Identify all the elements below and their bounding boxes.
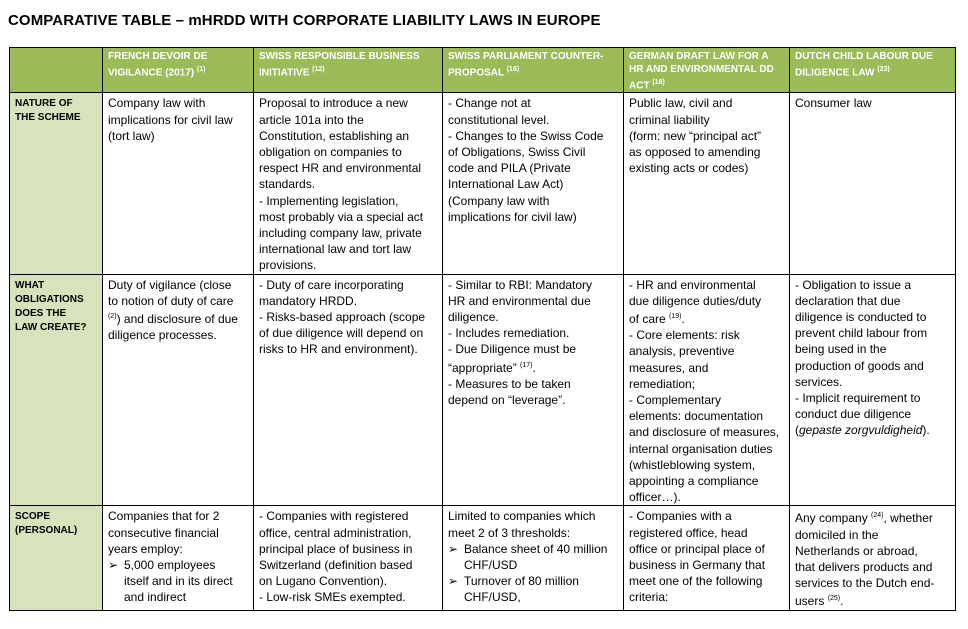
cell-dutch (790, 274, 956, 506)
row-label-line: (PERSONAL) (15, 525, 78, 537)
cell-line: declaration that due (795, 293, 901, 308)
cell-line: Proposal to introduce a new (259, 96, 408, 111)
cell-swiss-rbi (254, 93, 443, 274)
cell-line: CHF/USD (464, 558, 518, 573)
col-header-line: SWISS PARLIAMENT COUNTER- (448, 51, 604, 62)
corner-cell (10, 48, 103, 93)
cell-french (103, 506, 254, 610)
footnote-ref: (16) (506, 66, 520, 73)
cell-german (624, 274, 790, 506)
cell-line: respect HR and environmental (259, 161, 422, 176)
cell-line: code and PILA (Private (448, 161, 571, 176)
cell-line: domiciled in the (795, 527, 879, 542)
col-header-french (103, 48, 254, 93)
cell-line: - HR and environmental (629, 277, 756, 292)
col-header-line: FRENCH DEVOIR DE (108, 51, 208, 62)
cell-line: office, central administration, (259, 525, 412, 540)
cell-line: conduct due diligence (795, 407, 912, 422)
cell-line: of care $^{(19)}$. (629, 311, 685, 326)
cell-line: provisions. (259, 258, 317, 273)
cell-line: Company law with (108, 96, 206, 111)
cell-line: measures, and (629, 360, 709, 375)
cell-line: - Obligation to issue a (795, 277, 912, 292)
row-label-line: OBLIGATIONS (15, 293, 84, 305)
cell-line: Constitution, establishing an (259, 128, 410, 143)
cell-line: - Change not at (448, 96, 531, 111)
cell-line: registered office, head (629, 525, 748, 540)
cell-line: - Similar to RBI: Mandatory (448, 277, 593, 292)
cell-line: “appropriate” $^{(17)}$. (448, 360, 536, 375)
cell-line: - Companies with a (629, 509, 732, 524)
cell-swiss-counter (443, 506, 624, 610)
col-header-line: INITIATIVE (259, 67, 313, 79)
cell-german (624, 93, 790, 274)
cell-line: prevent child labour from (795, 326, 928, 341)
row-label (10, 93, 103, 274)
cell-line: implications for civil law (108, 112, 233, 127)
cell-line: years employ: (108, 541, 183, 556)
col-header-line: GERMAN DRAFT LAW FOR A (629, 51, 769, 62)
cell-line: office or principal place of (629, 541, 765, 556)
cell-line: - Implicit requirement to (795, 390, 921, 405)
cell-line: diligence processes. (108, 328, 217, 343)
row-label-line: SCOPE (15, 511, 51, 523)
cell-line: CHF/USD, (464, 590, 521, 605)
col-header-line: PROPOSAL (448, 67, 507, 79)
cell-german (624, 506, 790, 610)
cell-line: International Law Act) (448, 177, 564, 192)
cell-line: and indirect (124, 590, 187, 605)
row-obligations (10, 274, 956, 506)
cell-line: - Implementing legislation, (259, 193, 399, 208)
row-label-line: LAW CREATE? (15, 321, 87, 333)
cell-line: that delivers products and (795, 560, 933, 575)
cell-line: Duty of vigilance (close (108, 277, 232, 292)
arrow-bullet-icon: ➢ (108, 558, 119, 573)
cell-line: - Measures to be taken (448, 376, 571, 391)
cell-swiss-rbi (254, 506, 443, 610)
col-header-dutch (790, 48, 956, 93)
cell-line: - Due Diligence must be (448, 342, 577, 357)
cell-french (103, 274, 254, 506)
cell-line: on Lugano Convention). (259, 574, 388, 589)
cell-line: diligence. (448, 309, 499, 324)
cell-line: being used in the (795, 342, 887, 357)
cell-line: production of goods and (795, 358, 924, 373)
cell-line: consecutive financial (108, 525, 219, 540)
cell-line: services. (795, 374, 843, 389)
cell-line: diligence is conducted to (795, 309, 927, 324)
page-title: COMPARATIVE TABLE – mHRDD WITH CORPORATE LIABILITY LAWS IN EUROPE (8, 12, 601, 29)
cell-line: - Duty of care incorporating (259, 277, 404, 292)
cell-dutch (790, 93, 956, 274)
cell-line: article 101a into the (259, 112, 364, 127)
cell-line: - Risks-based approach (scope (259, 309, 426, 324)
cell-line: ➢ 5,000 employees (108, 558, 216, 573)
cell-line: risks to HR and environment). (259, 342, 418, 357)
cell-french (103, 93, 254, 274)
row-label (10, 506, 103, 610)
cell-line: including company law, private (259, 225, 422, 240)
footnote-ref: (24) (871, 512, 884, 520)
cell-line: appointing a compliance (629, 474, 759, 488)
cell-line: Netherlands or abroad, (795, 543, 918, 558)
cell-line: $^{(2)}$) and disclosure of due (108, 311, 238, 326)
cell-line: obligation on companies to (259, 144, 402, 159)
cell-line: of Obligations, Swiss Civil (448, 144, 586, 159)
cell-swiss-counter (443, 274, 624, 506)
cell-line: Switzerland (definition based (259, 558, 413, 573)
cell-line: depend on “leverage”. (448, 392, 566, 407)
col-header-line: VIGILANCE (2017) (108, 67, 197, 79)
row-nature-of-scheme (10, 93, 956, 274)
cell-line: officer…). (629, 490, 681, 505)
cell-line: (form: new “principal act” (629, 128, 762, 143)
cell-line: constitutional level. (448, 112, 550, 127)
cell-line: users $^{(25)}$. (795, 594, 844, 609)
cell-line: mandatory HRDD. (259, 293, 358, 308)
cell-line: Limited to companies which (448, 509, 596, 524)
arrow-bullet-icon: ➢ (448, 574, 459, 589)
cell-line: most probably via a special act (259, 209, 424, 224)
col-header-swiss-rbi (254, 48, 443, 93)
footnote-ref: (17) (520, 361, 533, 369)
row-label-line: NATURE OF (15, 98, 73, 110)
col-header-swiss-counter (443, 48, 624, 93)
cell-line: - Changes to the Swiss Code (448, 128, 604, 143)
cell-line: to notion of duty of care (108, 293, 234, 308)
footnote-ref: (12) (312, 66, 325, 73)
cell-line: ➢ Turnover of 80 million (448, 574, 579, 589)
cell-swiss-counter (443, 93, 624, 274)
cell-line: analysis, preventive (629, 344, 735, 359)
cell-swiss-rbi (254, 274, 443, 506)
cell-line: standards. (259, 177, 316, 192)
arrow-bullet-icon: ➢ (448, 541, 459, 556)
cell-line: and disclosure of measures, (629, 425, 780, 440)
row-label-line: WHAT (15, 279, 45, 291)
cell-line: Consumer law (795, 96, 872, 111)
cell-line: (whistleblowing system, (629, 457, 756, 472)
row-label-line: THE SCHEME (15, 112, 81, 124)
cell-line: criminal liability (629, 112, 710, 127)
footnote-ref: (19) (669, 312, 682, 320)
cell-line: principal place of business in (259, 541, 413, 556)
row-label-line: DOES THE (15, 307, 67, 319)
col-header-german (624, 48, 790, 93)
cell-line: HR and environmental due (448, 293, 591, 308)
cell-line: - Includes remediation. (448, 326, 570, 341)
row-scope-personal (10, 506, 956, 610)
footnote-ref: (1) (196, 66, 206, 73)
cell-line: ➢ Balance sheet of 40 million (448, 541, 608, 556)
cell-line: Companies that for 2 (108, 509, 220, 524)
col-header-line: SWISS RESPONSIBLE BUSINESS (259, 51, 420, 62)
cell-line: meet 2 of 3 thresholds: (448, 525, 571, 540)
cell-line: remediation; (629, 376, 696, 391)
col-header-line: DUTCH CHILD LABOUR DUE (795, 51, 933, 62)
cell-line: (Company law with (448, 193, 550, 208)
footnote-ref: (23) (877, 66, 890, 73)
cell-line: - Companies with registered (259, 509, 409, 524)
comparative-table (9, 47, 956, 611)
footnote-ref: (2) (108, 312, 117, 320)
cell-line: - Core elements: risk (629, 328, 740, 343)
cell-line: elements: documentation (629, 409, 764, 424)
cell-line: as opposed to amending (629, 144, 761, 159)
cell-line: Public law, civil and (629, 96, 733, 111)
col-header-line: DILIGENCE LAW (795, 67, 878, 79)
cell-line: meet one of the following (629, 574, 763, 589)
cell-line: internal organisation duties (629, 441, 773, 456)
cell-line: Any company $^{(24)}$, whether (795, 511, 933, 526)
cell-dutch (790, 506, 956, 610)
cell-line: existing acts or codes) (629, 161, 749, 176)
cell-line: - Low-risk SMEs exempted. (259, 590, 406, 605)
cell-line: services to the Dutch end- (795, 576, 935, 591)
col-header-line: HR AND ENVIRONMENTAL DD (629, 64, 774, 75)
header-row (10, 48, 956, 93)
row-label (10, 274, 103, 506)
cell-line: (gepaste zorgvuldigheid). (795, 423, 930, 438)
cell-line: implications for civil law) (448, 209, 577, 224)
cell-line: business in Germany that (629, 558, 766, 573)
footnote-ref: (25) (827, 595, 841, 603)
cell-line: of due diligence will depend on (259, 326, 424, 341)
cell-line: - Complementary (629, 392, 722, 407)
cell-line: criteria: (629, 590, 669, 605)
cell-line: due diligence duties/duty (629, 293, 762, 308)
cell-line: itself and in its direct (124, 574, 233, 589)
cell-line: (tort law) (108, 128, 155, 143)
col-header-line: ACT (629, 80, 653, 92)
footnote-ref: (18) (652, 79, 665, 86)
cell-line: international law and tort law (259, 242, 412, 257)
